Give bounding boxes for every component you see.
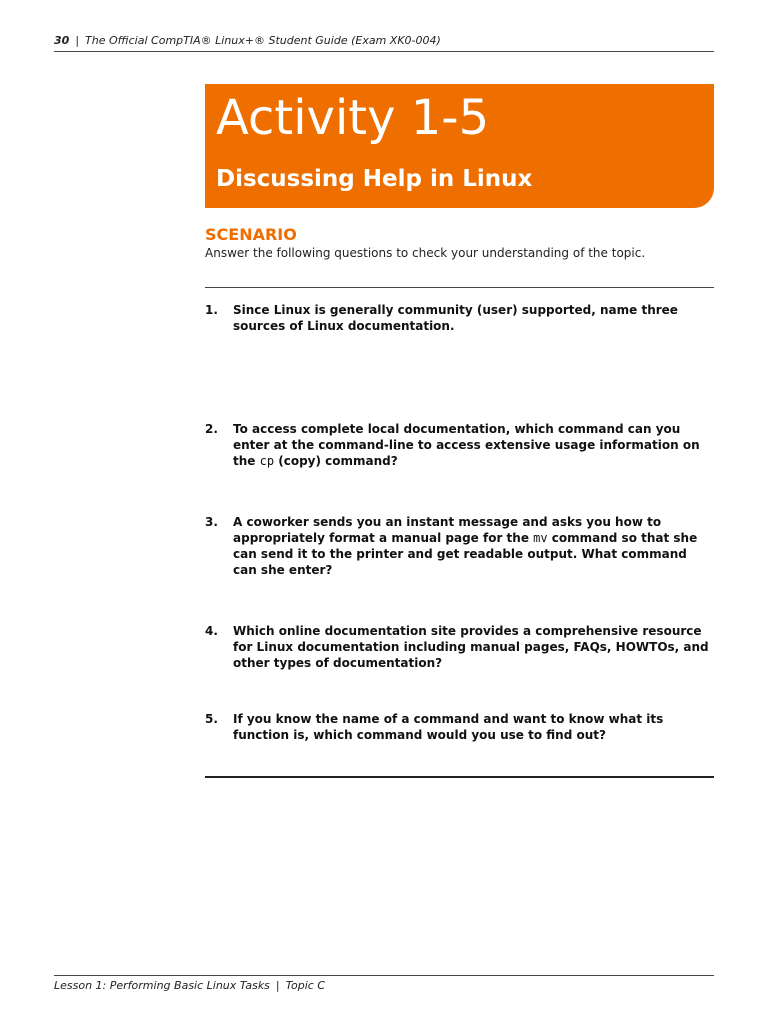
section-rule-bottom (205, 776, 714, 778)
question-text (233, 514, 714, 578)
header-rule (54, 51, 714, 52)
scenario-text: Answer the following questions to check your understanding of the topic. (205, 246, 646, 260)
question-text-part: (copy) command? (274, 454, 398, 468)
question-text-part: command so that she can send it to the printer and get readable output. What command can she enter? (233, 531, 698, 577)
footer-separator: | (275, 979, 280, 992)
question-item (205, 421, 714, 469)
page-number: 30 (54, 34, 70, 47)
running-header (54, 34, 714, 47)
question-number: 5. (205, 712, 218, 726)
question-item (205, 623, 714, 671)
footer-lesson: Lesson 1: Performing Basic Linux Tasks (54, 979, 270, 992)
command-code: cp (259, 454, 275, 468)
footer-topic: Topic C (285, 979, 325, 992)
question-number: 1. (205, 303, 218, 317)
question-number: 3. (205, 515, 218, 529)
question-text-part: Which online documentation site provides a comprehensive resource for Linux documentation including manual pages, FAQs, HOWTOs, and other types of documentation? (233, 624, 709, 670)
question-item (205, 302, 714, 334)
activity-title: Activity 1-5 (216, 90, 490, 146)
question-text-part: If you know the name of a command and want to know what its function is, which command would you use to find out? (233, 712, 664, 742)
question-text-part: Since Linux is generally community (user) supported, name three sources of Linux documentation. (233, 303, 678, 333)
header-separator: | (75, 34, 80, 47)
book-title: The Official CompTIA® Linux+® Student Guide (Exam XK0-004) (85, 34, 441, 47)
question-number: 4. (205, 624, 218, 638)
scenario-heading: SCENARIO (205, 225, 297, 244)
question-item (205, 711, 714, 743)
question-text-part: To access complete local documentation, which command can you enter at the command-line to access extensive usage information on the (233, 422, 700, 468)
section-rule-top (205, 287, 714, 288)
question-text (233, 711, 714, 743)
activity-banner (205, 84, 714, 208)
question-text (233, 302, 714, 334)
question-number: 2. (205, 422, 218, 436)
footer-rule (54, 975, 714, 976)
question-text (233, 421, 714, 469)
command-code: mv (533, 531, 548, 545)
activity-subtitle: Discussing Help in Linux (216, 166, 533, 192)
question-item (205, 514, 714, 578)
question-text (233, 623, 714, 671)
running-footer (54, 979, 325, 992)
question-text-part: A coworker sends you an instant message and asks you how to appropriately format a manual page for the (233, 515, 662, 545)
